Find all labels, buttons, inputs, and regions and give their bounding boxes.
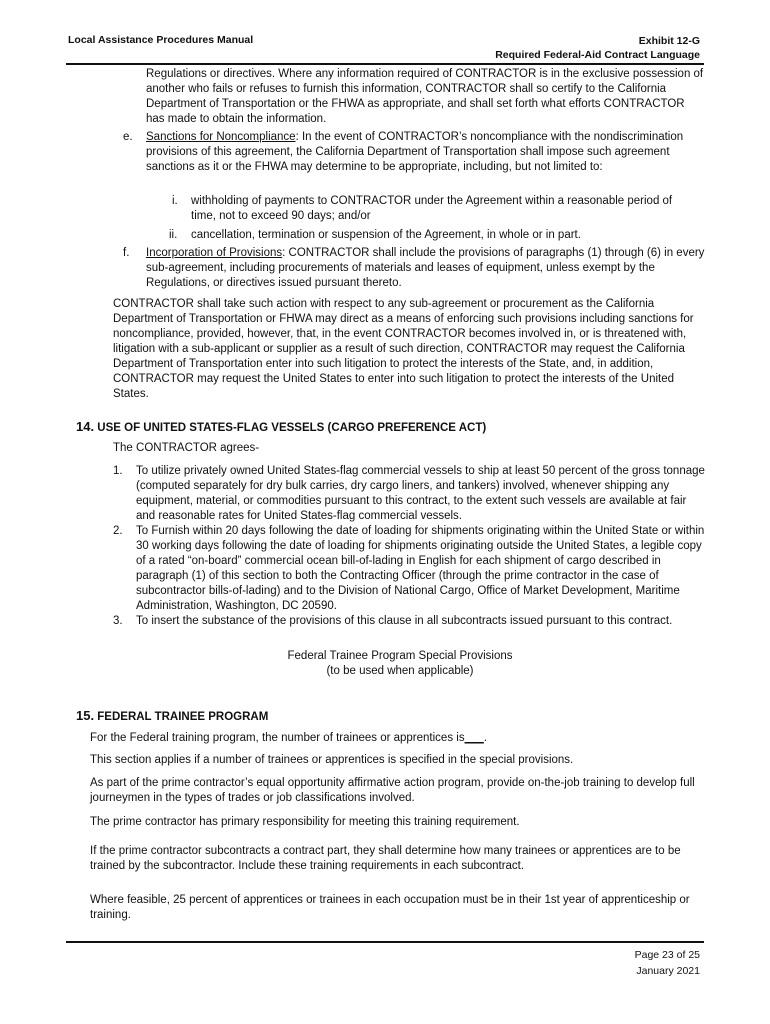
item-e-title: Sanctions for Noncompliance <box>146 131 296 143</box>
header-divider <box>66 63 704 65</box>
section-15-p5: If the prime contractor subcontracts a contract part, they shall determine how many trainees or apprentices are to be trained by the subcontractor. Include these training requirements in each subcontract. <box>90 845 681 872</box>
item-e-ii-label: ii. <box>169 229 178 241</box>
page-number: Page 23 of 25 <box>634 949 700 961</box>
header-exhibit-title: Required Federal-Aid Contract Language <box>495 49 700 61</box>
closing-paragraph: CONTRACTOR shall take such action with respect to any sub-agreement or procurement as the California Department of Transportation or FHWA may direct as a means of enforcing such provisions including sanctions for noncompliance, provided, however, that, in the event CONTRACTOR becomes involved in, or is threatened with, litigation with a sub-applicant or supplier as a result of such direction, CONTRACTOR may request the California Department of Transportation enter into such litigation to protect the interests of the State, and, in addition, CONTRACTOR may request the United States to enter into such litigation to protect the interests of the United States. <box>113 298 694 400</box>
section-15-number: 15. <box>76 708 95 723</box>
section-14-item-2-label: 2. <box>113 525 123 537</box>
section-15-p1: For the Federal training program, the number of trainees or apprentices is___. <box>90 732 487 744</box>
item-e-ii-text: cancellation, termination or suspension of the Agreement, in whole or in part. <box>191 229 581 241</box>
trainee-count-blank: ___ <box>464 732 484 744</box>
header-exhibit <box>495 34 700 62</box>
item-f-body: : CONTRACTOR shall include the provisions of paragraphs (1) through (6) in every sub-agreement, including procurements of materials and leases of equipment, unless exempt by the Regulations, or directives issued pursuant thereto. <box>146 247 705 289</box>
item-e-label: e. <box>123 131 133 143</box>
trainee-provisions-title: Federal Trainee Program Special Provisions <box>287 650 513 662</box>
footer <box>635 947 700 979</box>
section-14-heading <box>76 419 486 436</box>
item-f-label: f. <box>123 247 130 259</box>
continued-paragraph: Regulations or directives. Where any information required of CONTRACTOR is in the exclusive possession of another who fails or refuses to furnish this information, CONTRACTOR shall so certify to the California Department of Transportation or the FHWA as appropriate, and shall set forth what efforts CONTRACTOR has made to obtain the information. <box>146 68 704 125</box>
section-14-title: USE OF UNITED STATES-FLAG VESSELS (CARGO PREFERENCE ACT) <box>97 422 487 434</box>
section-14-item-3-text: To insert the substance of the provisions of this clause in all subcontracts issued pursuant to this contract. <box>136 615 673 627</box>
section-15-heading <box>76 708 268 725</box>
section-15-title: FEDERAL TRAINEE PROGRAM <box>97 711 269 723</box>
section-14-item-2-text: To Furnish within 20 days following the date of loading for shipments originating within the United State or within 30 working days following the date of loading for shipments originating outside the United States, a legible copy of a rated “on-board” commercial ocean bill-of-lading in English for each shipment of cargo described in paragraph (1) of this section to both the Contracting Officer (through the prime contractor in the case of subcontractor bills-of-lading) and to the Division of National Cargo, Office of Market Development, Maritime Administration, Washington, DC 20590. <box>136 525 705 612</box>
header-manual-title: Local Assistance Procedures Manual <box>68 34 254 46</box>
header-exhibit-number: Exhibit 12-G <box>638 35 700 47</box>
item-e-i-label: i. <box>172 195 178 207</box>
section-15-p6: Where feasible, 25 percent of apprentices or trainees in each occupation must be in their 1st year of apprenticeship or training. <box>90 894 690 921</box>
section-14-number: 14. <box>76 419 95 434</box>
item-e-body: : In the event of CONTRACTOR’s noncompliance with the nondiscrimination provisions of this agreement, the California Department of Transportation shall impose such agreement sanctions as it or the FHWA may determine to be appropriate, including, but not limited to: <box>146 131 684 173</box>
section-15-p2: This section applies if a number of trainees or apprentices is specified in the special provisions. <box>90 754 574 766</box>
trainee-provisions-note: (to be used when applicable) <box>326 665 474 677</box>
section-15-p4: The prime contractor has primary responsibility for meeting this training requirement. <box>90 816 520 828</box>
footer-divider <box>66 941 704 943</box>
section-15-p3: As part of the prime contractor’s equal opportunity affirmative action program, provide on-the-job training to develop full journeymen in the types of trades or job classifications involved. <box>90 777 695 804</box>
section-14-item-3-label: 3. <box>113 615 123 627</box>
section-14-item-1-label: 1. <box>113 465 123 477</box>
revision-date: January 2021 <box>636 965 700 977</box>
section-14-intro: The CONTRACTOR agrees- <box>113 442 260 454</box>
section-14-item-1-text: To utilize privately owned United States-flag commercial vessels to ship at least 50 percent of the gross tonnage (computed separately for dry bulk carries, dry cargo liners, and tankers) involved, whenever shipping any equipment, material, or commodities pursuant to this contract, to the extent such vessels are available at fair and reasonable rates for United States-flag commercial vessels. <box>136 465 705 522</box>
item-e-text <box>146 130 706 175</box>
item-f-text <box>146 246 706 291</box>
item-f-title: Incorporation of Provisions <box>146 247 283 259</box>
item-e-i-text: withholding of payments to CONTRACTOR under the Agreement within a reasonable period of time, not to exceed 90 days; and/or <box>191 195 673 222</box>
